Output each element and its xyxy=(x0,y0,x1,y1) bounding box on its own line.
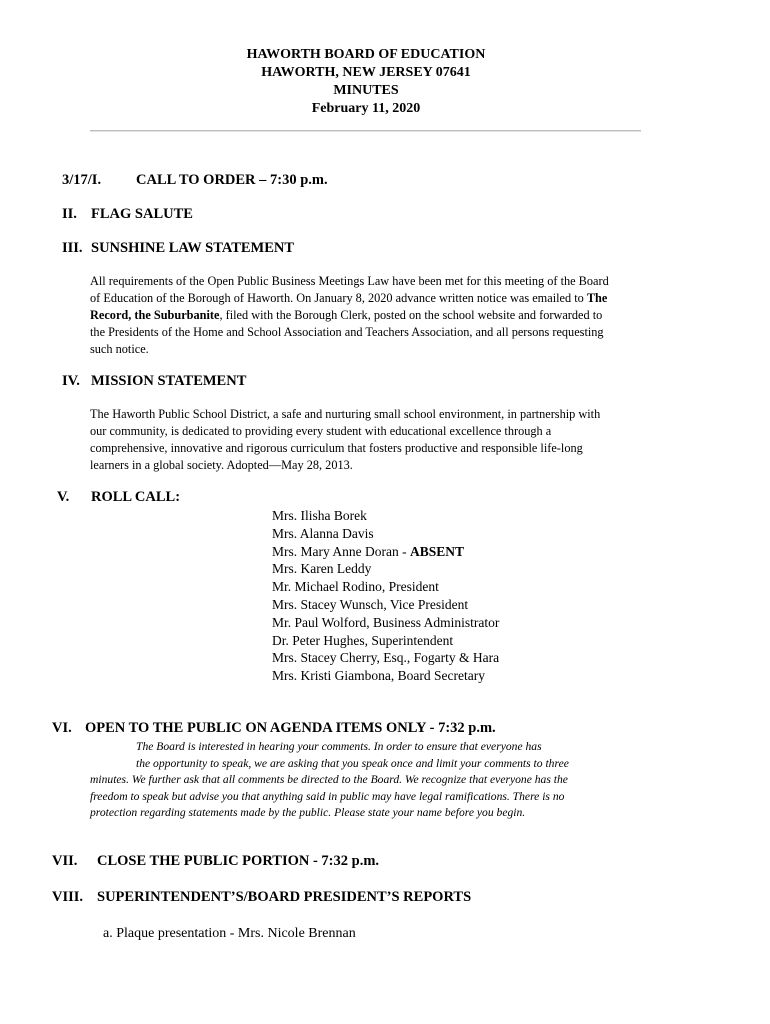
roll-call-member-name: Mrs. Mary Anne Doran - xyxy=(272,543,410,559)
section-2-number: II. xyxy=(62,206,77,222)
mission-line-1: The Haworth Public School District, a safe and nurturing small school environment, in partnership with xyxy=(90,407,601,421)
header-divider xyxy=(90,130,641,132)
sunshine-line-3-text: , filed with the Borough Clerk, posted on the school website and forwarded to xyxy=(219,308,603,322)
document-header xyxy=(0,46,732,118)
section-8-number: VIII. xyxy=(52,889,84,905)
section-8-title: SUPERINTENDENT’S/BOARD PRESIDENT’S REPORTS xyxy=(97,889,472,905)
report-item-a: a. Plaque presentation - Mrs. Nicole Brennan xyxy=(103,926,356,941)
section-1-title: CALL TO ORDER – 7:30 p.m. xyxy=(136,172,328,188)
header-location: HAWORTH, NEW JERSEY 07641 xyxy=(261,65,471,80)
section-6-number: VI. xyxy=(52,720,72,736)
section-2-title: FLAG SALUTE xyxy=(91,206,193,222)
section-4-number: IV. xyxy=(62,373,80,389)
sunshine-line-3 xyxy=(90,307,690,324)
public-comment-line-2: the opportunity to speak, we are asking that you speak once and limit your comments to three xyxy=(136,757,569,770)
section-6-time: 7:32 p.m. xyxy=(438,720,496,736)
section-7-title-text: CLOSE THE PUBLIC PORTION - xyxy=(97,853,322,869)
absent-marker: ABSENT xyxy=(409,543,465,559)
section-7-number: VII. xyxy=(52,853,78,869)
section-7-time: 7:32 p.m. xyxy=(321,853,380,869)
section-3-number: III. xyxy=(62,240,83,256)
roll-call-member: Mr. Paul Wolford, Business Administrator xyxy=(272,614,500,630)
roll-call-member: Mrs. Kristi Giambona, Board Secretary xyxy=(272,668,485,684)
section-5-title: ROLL CALL: xyxy=(91,489,181,505)
section-6-title xyxy=(85,720,496,737)
roll-call-member xyxy=(272,543,499,561)
mission-paragraph xyxy=(90,406,690,474)
sunshine-line-2 xyxy=(90,290,690,307)
newspaper-name-part-1: The xyxy=(586,291,608,305)
header-org: HAWORTH BOARD OF EDUCATION xyxy=(246,47,486,62)
sunshine-line-1: All requirements of the Open Public Business Meetings Law have been met for this meeting of the Board xyxy=(90,274,609,288)
section-5-number: V. xyxy=(57,489,70,505)
roll-call-member: Mrs. Ilisha Borek xyxy=(272,508,367,523)
mission-line-4: learners in a global society. Adopted—May 28, 2013. xyxy=(90,458,353,472)
roll-call-member: Dr. Peter Hughes, Superintendent xyxy=(272,632,454,648)
header-date: February 11, 2020 xyxy=(311,101,421,116)
roll-call-member: Mrs. Stacey Cherry, Esq., Fogarty & Hara xyxy=(272,650,500,666)
roll-call-member: Mrs. Alanna Davis xyxy=(272,525,374,541)
newspaper-name-part-2: Record, the Suburbanite xyxy=(90,308,220,322)
section-3-title: SUNSHINE LAW STATEMENT xyxy=(91,240,295,256)
public-comment-line-4: freedom to speak but advise you that anything said in public may have legal ramifications. There is no xyxy=(90,790,565,803)
sunshine-line-4: the Presidents of the Home and School Association and Teachers Association, and all persons requesting xyxy=(90,325,604,339)
mission-line-3: comprehensive, innovative and rigorous curriculum that fosters productive and responsible life-long xyxy=(90,441,583,455)
public-comment-line-3: minutes. We further ask that all comments be directed to the Board. We recognize that everyone has the xyxy=(90,773,568,786)
section-1-number: 3/17/I. xyxy=(62,172,102,188)
mission-line-2: our community, is dedicated to providing every student with educational excellence through a xyxy=(90,424,552,438)
roll-call-list xyxy=(272,507,499,685)
sunshine-line-5: such notice. xyxy=(90,342,149,356)
roll-call-member: Mrs. Karen Leddy xyxy=(272,561,372,577)
public-comment-line-5: protection regarding statements made by the public. Please state your name before you begin. xyxy=(90,806,526,819)
header-doc-type: MINUTES xyxy=(333,83,399,98)
sunshine-law-paragraph xyxy=(90,273,690,358)
section-6-title-text: OPEN TO THE PUBLIC ON AGENDA ITEMS ONLY - xyxy=(85,720,439,736)
sunshine-line-2-text: of Education of the Borough of Haworth. On January 8, 2020 advance written notice was emailed to xyxy=(90,291,587,305)
roll-call-member: Mr. Michael Rodino, President xyxy=(272,579,439,595)
section-7-title xyxy=(97,853,379,870)
section-4-title: MISSION STATEMENT xyxy=(91,373,247,389)
roll-call-member: Mrs. Stacey Wunsch, Vice President xyxy=(272,596,469,612)
public-comment-line-1: The Board is interested in hearing your comments. In order to ensure that everyone has xyxy=(136,740,542,753)
